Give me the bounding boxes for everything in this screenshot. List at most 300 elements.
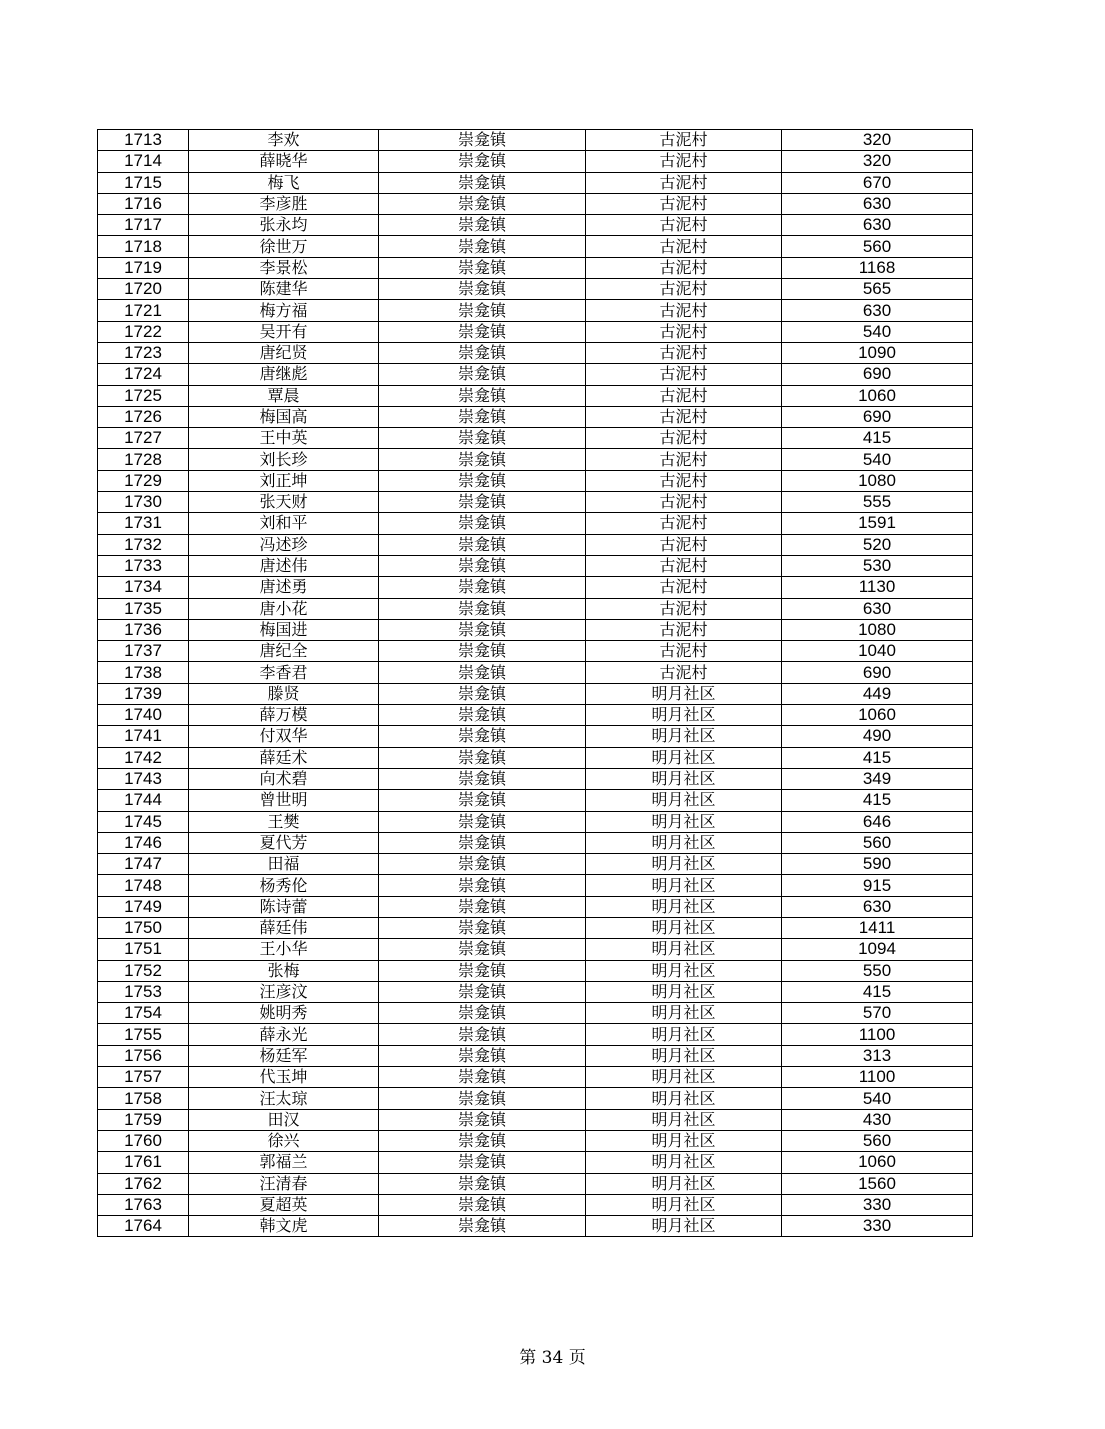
row-number-cell: 1747 bbox=[98, 854, 189, 875]
person-name-cell: 唐述勇 bbox=[189, 577, 379, 598]
person-name-cell: 杨秀伦 bbox=[189, 875, 379, 896]
village-name-cell: 明月社区 bbox=[586, 811, 782, 832]
amount-cell: 330 bbox=[782, 1216, 973, 1237]
village-name-cell: 明月社区 bbox=[586, 1024, 782, 1045]
person-name-cell: 夏超英 bbox=[189, 1194, 379, 1215]
town-name-cell: 崇龛镇 bbox=[379, 385, 586, 406]
amount-cell: 540 bbox=[782, 321, 973, 342]
amount-cell: 630 bbox=[782, 598, 973, 619]
village-name-cell: 明月社区 bbox=[586, 854, 782, 875]
town-name-cell: 崇龛镇 bbox=[379, 321, 586, 342]
town-name-cell: 崇龛镇 bbox=[379, 215, 586, 236]
village-name-cell: 明月社区 bbox=[586, 939, 782, 960]
person-name-cell: 薛晓华 bbox=[189, 151, 379, 172]
town-name-cell: 崇龛镇 bbox=[379, 555, 586, 576]
amount-cell: 630 bbox=[782, 300, 973, 321]
table-row bbox=[98, 1067, 973, 1088]
table-row bbox=[98, 832, 973, 853]
village-name-cell: 古泥村 bbox=[586, 151, 782, 172]
town-name-cell: 崇龛镇 bbox=[379, 1173, 586, 1194]
table-row bbox=[98, 534, 973, 555]
town-name-cell: 崇龛镇 bbox=[379, 428, 586, 449]
person-name-cell: 姚明秀 bbox=[189, 1003, 379, 1024]
row-number-cell: 1715 bbox=[98, 172, 189, 193]
amount-cell: 1060 bbox=[782, 385, 973, 406]
row-number-cell: 1744 bbox=[98, 790, 189, 811]
town-name-cell: 崇龛镇 bbox=[379, 768, 586, 789]
table-row bbox=[98, 172, 973, 193]
town-name-cell: 崇龛镇 bbox=[379, 705, 586, 726]
town-name-cell: 崇龛镇 bbox=[379, 406, 586, 427]
amount-cell: 1100 bbox=[782, 1024, 973, 1045]
town-name-cell: 崇龛镇 bbox=[379, 662, 586, 683]
table-row bbox=[98, 300, 973, 321]
village-name-cell: 明月社区 bbox=[586, 726, 782, 747]
village-name-cell: 古泥村 bbox=[586, 641, 782, 662]
person-name-cell: 唐纪全 bbox=[189, 641, 379, 662]
amount-cell: 560 bbox=[782, 832, 973, 853]
village-name-cell: 明月社区 bbox=[586, 768, 782, 789]
table-row bbox=[98, 896, 973, 917]
village-name-cell: 明月社区 bbox=[586, 1216, 782, 1237]
records-table-body bbox=[98, 130, 973, 1237]
table-row bbox=[98, 1194, 973, 1215]
row-number-cell: 1764 bbox=[98, 1216, 189, 1237]
person-name-cell: 田汉 bbox=[189, 1109, 379, 1130]
town-name-cell: 崇龛镇 bbox=[379, 300, 586, 321]
row-number-cell: 1752 bbox=[98, 960, 189, 981]
row-number-cell: 1721 bbox=[98, 300, 189, 321]
row-number-cell: 1740 bbox=[98, 705, 189, 726]
village-name-cell: 古泥村 bbox=[586, 279, 782, 300]
person-name-cell: 唐继彪 bbox=[189, 364, 379, 385]
table-row bbox=[98, 1003, 973, 1024]
village-name-cell: 明月社区 bbox=[586, 1067, 782, 1088]
row-number-cell: 1731 bbox=[98, 513, 189, 534]
amount-cell: 690 bbox=[782, 406, 973, 427]
amount-cell: 1080 bbox=[782, 470, 973, 491]
table-row bbox=[98, 342, 973, 363]
row-number-cell: 1713 bbox=[98, 130, 189, 151]
village-name-cell: 古泥村 bbox=[586, 662, 782, 683]
person-name-cell: 薛廷伟 bbox=[189, 917, 379, 938]
town-name-cell: 崇龛镇 bbox=[379, 151, 586, 172]
amount-cell: 1560 bbox=[782, 1173, 973, 1194]
row-number-cell: 1761 bbox=[98, 1152, 189, 1173]
amount-cell: 415 bbox=[782, 747, 973, 768]
table-row bbox=[98, 917, 973, 938]
row-number-cell: 1733 bbox=[98, 555, 189, 576]
table-row bbox=[98, 279, 973, 300]
table-row bbox=[98, 513, 973, 534]
person-name-cell: 薛廷术 bbox=[189, 747, 379, 768]
amount-cell: 320 bbox=[782, 151, 973, 172]
table-row bbox=[98, 768, 973, 789]
amount-cell: 690 bbox=[782, 662, 973, 683]
person-name-cell: 陈诗蕾 bbox=[189, 896, 379, 917]
person-name-cell: 王樊 bbox=[189, 811, 379, 832]
person-name-cell: 梅飞 bbox=[189, 172, 379, 193]
table-row bbox=[98, 854, 973, 875]
amount-cell: 646 bbox=[782, 811, 973, 832]
town-name-cell: 崇龛镇 bbox=[379, 534, 586, 555]
village-name-cell: 古泥村 bbox=[586, 385, 782, 406]
village-name-cell: 明月社区 bbox=[586, 683, 782, 704]
town-name-cell: 崇龛镇 bbox=[379, 130, 586, 151]
row-number-cell: 1728 bbox=[98, 449, 189, 470]
person-name-cell: 唐纪贤 bbox=[189, 342, 379, 363]
table-row bbox=[98, 875, 973, 896]
person-name-cell: 梅方福 bbox=[189, 300, 379, 321]
amount-cell: 670 bbox=[782, 172, 973, 193]
row-number-cell: 1754 bbox=[98, 1003, 189, 1024]
table-row bbox=[98, 151, 973, 172]
row-number-cell: 1727 bbox=[98, 428, 189, 449]
town-name-cell: 崇龛镇 bbox=[379, 683, 586, 704]
table-row bbox=[98, 939, 973, 960]
table-row bbox=[98, 577, 973, 598]
row-number-cell: 1714 bbox=[98, 151, 189, 172]
row-number-cell: 1716 bbox=[98, 193, 189, 214]
town-name-cell: 崇龛镇 bbox=[379, 896, 586, 917]
table-row bbox=[98, 130, 973, 151]
town-name-cell: 崇龛镇 bbox=[379, 1216, 586, 1237]
table-row bbox=[98, 811, 973, 832]
amount-cell: 1060 bbox=[782, 1152, 973, 1173]
amount-cell: 415 bbox=[782, 981, 973, 1002]
row-number-cell: 1719 bbox=[98, 257, 189, 278]
row-number-cell: 1732 bbox=[98, 534, 189, 555]
village-name-cell: 古泥村 bbox=[586, 364, 782, 385]
amount-cell: 565 bbox=[782, 279, 973, 300]
person-name-cell: 田福 bbox=[189, 854, 379, 875]
row-number-cell: 1729 bbox=[98, 470, 189, 491]
person-name-cell: 付双华 bbox=[189, 726, 379, 747]
row-number-cell: 1736 bbox=[98, 619, 189, 640]
village-name-cell: 明月社区 bbox=[586, 1130, 782, 1151]
person-name-cell: 向术碧 bbox=[189, 768, 379, 789]
row-number-cell: 1735 bbox=[98, 598, 189, 619]
row-number-cell: 1757 bbox=[98, 1067, 189, 1088]
town-name-cell: 崇龛镇 bbox=[379, 513, 586, 534]
person-name-cell: 汪彦汶 bbox=[189, 981, 379, 1002]
row-number-cell: 1743 bbox=[98, 768, 189, 789]
person-name-cell: 李香君 bbox=[189, 662, 379, 683]
person-name-cell: 薛万模 bbox=[189, 705, 379, 726]
town-name-cell: 崇龛镇 bbox=[379, 875, 586, 896]
person-name-cell: 唐述伟 bbox=[189, 555, 379, 576]
village-name-cell: 明月社区 bbox=[586, 1173, 782, 1194]
village-name-cell: 古泥村 bbox=[586, 513, 782, 534]
row-number-cell: 1734 bbox=[98, 577, 189, 598]
table-row bbox=[98, 960, 973, 981]
table-row bbox=[98, 705, 973, 726]
person-name-cell: 王中英 bbox=[189, 428, 379, 449]
table-row bbox=[98, 683, 973, 704]
amount-cell: 1591 bbox=[782, 513, 973, 534]
town-name-cell: 崇龛镇 bbox=[379, 449, 586, 470]
village-name-cell: 古泥村 bbox=[586, 428, 782, 449]
person-name-cell: 梅国进 bbox=[189, 619, 379, 640]
table-row bbox=[98, 428, 973, 449]
village-name-cell: 明月社区 bbox=[586, 1152, 782, 1173]
village-name-cell: 明月社区 bbox=[586, 896, 782, 917]
village-name-cell: 古泥村 bbox=[586, 619, 782, 640]
row-number-cell: 1749 bbox=[98, 896, 189, 917]
row-number-cell: 1738 bbox=[98, 662, 189, 683]
village-name-cell: 明月社区 bbox=[586, 747, 782, 768]
amount-cell: 630 bbox=[782, 215, 973, 236]
amount-cell: 415 bbox=[782, 790, 973, 811]
amount-cell: 449 bbox=[782, 683, 973, 704]
records-table bbox=[97, 129, 973, 1237]
amount-cell: 1100 bbox=[782, 1067, 973, 1088]
table-row bbox=[98, 1024, 973, 1045]
table-row bbox=[98, 1130, 973, 1151]
row-number-cell: 1759 bbox=[98, 1109, 189, 1130]
amount-cell: 540 bbox=[782, 449, 973, 470]
table-row bbox=[98, 1173, 973, 1194]
person-name-cell: 夏代芳 bbox=[189, 832, 379, 853]
row-number-cell: 1756 bbox=[98, 1045, 189, 1066]
table-row bbox=[98, 321, 973, 342]
table-row bbox=[98, 981, 973, 1002]
amount-cell: 590 bbox=[782, 854, 973, 875]
town-name-cell: 崇龛镇 bbox=[379, 1194, 586, 1215]
village-name-cell: 古泥村 bbox=[586, 193, 782, 214]
amount-cell: 570 bbox=[782, 1003, 973, 1024]
row-number-cell: 1763 bbox=[98, 1194, 189, 1215]
table-row bbox=[98, 364, 973, 385]
amount-cell: 349 bbox=[782, 768, 973, 789]
amount-cell: 490 bbox=[782, 726, 973, 747]
village-name-cell: 古泥村 bbox=[586, 342, 782, 363]
row-number-cell: 1723 bbox=[98, 342, 189, 363]
person-name-cell: 代玉坤 bbox=[189, 1067, 379, 1088]
village-name-cell: 古泥村 bbox=[586, 172, 782, 193]
town-name-cell: 崇龛镇 bbox=[379, 577, 586, 598]
town-name-cell: 崇龛镇 bbox=[379, 342, 586, 363]
amount-cell: 1411 bbox=[782, 917, 973, 938]
town-name-cell: 崇龛镇 bbox=[379, 257, 586, 278]
person-name-cell: 曾世明 bbox=[189, 790, 379, 811]
town-name-cell: 崇龛镇 bbox=[379, 598, 586, 619]
person-name-cell: 冯述珍 bbox=[189, 534, 379, 555]
amount-cell: 690 bbox=[782, 364, 973, 385]
amount-cell: 1060 bbox=[782, 705, 973, 726]
town-name-cell: 崇龛镇 bbox=[379, 1088, 586, 1109]
town-name-cell: 崇龛镇 bbox=[379, 172, 586, 193]
town-name-cell: 崇龛镇 bbox=[379, 1003, 586, 1024]
amount-cell: 915 bbox=[782, 875, 973, 896]
person-name-cell: 李景松 bbox=[189, 257, 379, 278]
person-name-cell: 李欢 bbox=[189, 130, 379, 151]
village-name-cell: 明月社区 bbox=[586, 875, 782, 896]
town-name-cell: 崇龛镇 bbox=[379, 619, 586, 640]
amount-cell: 1094 bbox=[782, 939, 973, 960]
person-name-cell: 李彦胜 bbox=[189, 193, 379, 214]
person-name-cell: 滕贤 bbox=[189, 683, 379, 704]
town-name-cell: 崇龛镇 bbox=[379, 960, 586, 981]
town-name-cell: 崇龛镇 bbox=[379, 1024, 586, 1045]
amount-cell: 1040 bbox=[782, 641, 973, 662]
person-name-cell: 汪太琼 bbox=[189, 1088, 379, 1109]
amount-cell: 520 bbox=[782, 534, 973, 555]
village-name-cell: 古泥村 bbox=[586, 555, 782, 576]
village-name-cell: 明月社区 bbox=[586, 705, 782, 726]
row-number-cell: 1760 bbox=[98, 1130, 189, 1151]
town-name-cell: 崇龛镇 bbox=[379, 364, 586, 385]
person-name-cell: 刘长珍 bbox=[189, 449, 379, 470]
table-row bbox=[98, 641, 973, 662]
row-number-cell: 1718 bbox=[98, 236, 189, 257]
person-name-cell: 徐世万 bbox=[189, 236, 379, 257]
village-name-cell: 明月社区 bbox=[586, 832, 782, 853]
amount-cell: 530 bbox=[782, 555, 973, 576]
row-number-cell: 1751 bbox=[98, 939, 189, 960]
person-name-cell: 杨廷军 bbox=[189, 1045, 379, 1066]
row-number-cell: 1741 bbox=[98, 726, 189, 747]
person-name-cell: 王小华 bbox=[189, 939, 379, 960]
table-row bbox=[98, 1216, 973, 1237]
person-name-cell: 张梅 bbox=[189, 960, 379, 981]
town-name-cell: 崇龛镇 bbox=[379, 470, 586, 491]
amount-cell: 560 bbox=[782, 1130, 973, 1151]
village-name-cell: 明月社区 bbox=[586, 981, 782, 1002]
town-name-cell: 崇龛镇 bbox=[379, 939, 586, 960]
table-row bbox=[98, 470, 973, 491]
row-number-cell: 1725 bbox=[98, 385, 189, 406]
person-name-cell: 刘正坤 bbox=[189, 470, 379, 491]
town-name-cell: 崇龛镇 bbox=[379, 1130, 586, 1151]
row-number-cell: 1730 bbox=[98, 492, 189, 513]
town-name-cell: 崇龛镇 bbox=[379, 1109, 586, 1130]
amount-cell: 1090 bbox=[782, 342, 973, 363]
amount-cell: 330 bbox=[782, 1194, 973, 1215]
village-name-cell: 明月社区 bbox=[586, 790, 782, 811]
town-name-cell: 崇龛镇 bbox=[379, 279, 586, 300]
row-number-cell: 1717 bbox=[98, 215, 189, 236]
row-number-cell: 1742 bbox=[98, 747, 189, 768]
town-name-cell: 崇龛镇 bbox=[379, 1045, 586, 1066]
town-name-cell: 崇龛镇 bbox=[379, 811, 586, 832]
village-name-cell: 明月社区 bbox=[586, 1109, 782, 1130]
village-name-cell: 古泥村 bbox=[586, 215, 782, 236]
table-row bbox=[98, 449, 973, 470]
row-number-cell: 1720 bbox=[98, 279, 189, 300]
person-name-cell: 张永均 bbox=[189, 215, 379, 236]
person-name-cell: 张天财 bbox=[189, 492, 379, 513]
town-name-cell: 崇龛镇 bbox=[379, 790, 586, 811]
table-row bbox=[98, 257, 973, 278]
village-name-cell: 明月社区 bbox=[586, 1003, 782, 1024]
page-number: 第 34 页 bbox=[519, 1348, 586, 1368]
table-row bbox=[98, 726, 973, 747]
person-name-cell: 刘和平 bbox=[189, 513, 379, 534]
town-name-cell: 崇龛镇 bbox=[379, 641, 586, 662]
table-row bbox=[98, 598, 973, 619]
village-name-cell: 古泥村 bbox=[586, 470, 782, 491]
village-name-cell: 明月社区 bbox=[586, 1045, 782, 1066]
village-name-cell: 古泥村 bbox=[586, 321, 782, 342]
person-name-cell: 薛永光 bbox=[189, 1024, 379, 1045]
table-row bbox=[98, 492, 973, 513]
amount-cell: 550 bbox=[782, 960, 973, 981]
table-row bbox=[98, 406, 973, 427]
town-name-cell: 崇龛镇 bbox=[379, 917, 586, 938]
village-name-cell: 明月社区 bbox=[586, 1088, 782, 1109]
amount-cell: 630 bbox=[782, 193, 973, 214]
village-name-cell: 古泥村 bbox=[586, 406, 782, 427]
person-name-cell: 郭福兰 bbox=[189, 1152, 379, 1173]
amount-cell: 1080 bbox=[782, 619, 973, 640]
person-name-cell: 陈建华 bbox=[189, 279, 379, 300]
table-row bbox=[98, 236, 973, 257]
row-number-cell: 1737 bbox=[98, 641, 189, 662]
amount-cell: 430 bbox=[782, 1109, 973, 1130]
village-name-cell: 古泥村 bbox=[586, 257, 782, 278]
row-number-cell: 1753 bbox=[98, 981, 189, 1002]
town-name-cell: 崇龛镇 bbox=[379, 236, 586, 257]
table-row bbox=[98, 790, 973, 811]
amount-cell: 313 bbox=[782, 1045, 973, 1066]
table-row bbox=[98, 662, 973, 683]
row-number-cell: 1726 bbox=[98, 406, 189, 427]
row-number-cell: 1758 bbox=[98, 1088, 189, 1109]
person-name-cell: 唐小花 bbox=[189, 598, 379, 619]
amount-cell: 415 bbox=[782, 428, 973, 449]
amount-cell: 630 bbox=[782, 896, 973, 917]
person-name-cell: 徐兴 bbox=[189, 1130, 379, 1151]
amount-cell: 1168 bbox=[782, 257, 973, 278]
town-name-cell: 崇龛镇 bbox=[379, 1067, 586, 1088]
town-name-cell: 崇龛镇 bbox=[379, 726, 586, 747]
row-number-cell: 1739 bbox=[98, 683, 189, 704]
village-name-cell: 古泥村 bbox=[586, 598, 782, 619]
person-name-cell: 汪清春 bbox=[189, 1173, 379, 1194]
town-name-cell: 崇龛镇 bbox=[379, 492, 586, 513]
table-row bbox=[98, 215, 973, 236]
person-name-cell: 韩文虎 bbox=[189, 1216, 379, 1237]
table-row bbox=[98, 1152, 973, 1173]
row-number-cell: 1722 bbox=[98, 321, 189, 342]
town-name-cell: 崇龛镇 bbox=[379, 832, 586, 853]
amount-cell: 555 bbox=[782, 492, 973, 513]
village-name-cell: 明月社区 bbox=[586, 917, 782, 938]
row-number-cell: 1755 bbox=[98, 1024, 189, 1045]
person-name-cell: 吴开有 bbox=[189, 321, 379, 342]
table-row bbox=[98, 1045, 973, 1066]
table-row bbox=[98, 1088, 973, 1109]
village-name-cell: 古泥村 bbox=[586, 236, 782, 257]
town-name-cell: 崇龛镇 bbox=[379, 854, 586, 875]
amount-cell: 1130 bbox=[782, 577, 973, 598]
village-name-cell: 古泥村 bbox=[586, 130, 782, 151]
table-row bbox=[98, 193, 973, 214]
village-name-cell: 古泥村 bbox=[586, 300, 782, 321]
town-name-cell: 崇龛镇 bbox=[379, 193, 586, 214]
village-name-cell: 古泥村 bbox=[586, 449, 782, 470]
amount-cell: 540 bbox=[782, 1088, 973, 1109]
person-name-cell: 梅国高 bbox=[189, 406, 379, 427]
village-name-cell: 古泥村 bbox=[586, 577, 782, 598]
amount-cell: 560 bbox=[782, 236, 973, 257]
row-number-cell: 1750 bbox=[98, 917, 189, 938]
village-name-cell: 明月社区 bbox=[586, 1194, 782, 1215]
row-number-cell: 1746 bbox=[98, 832, 189, 853]
village-name-cell: 古泥村 bbox=[586, 492, 782, 513]
table-row bbox=[98, 385, 973, 406]
